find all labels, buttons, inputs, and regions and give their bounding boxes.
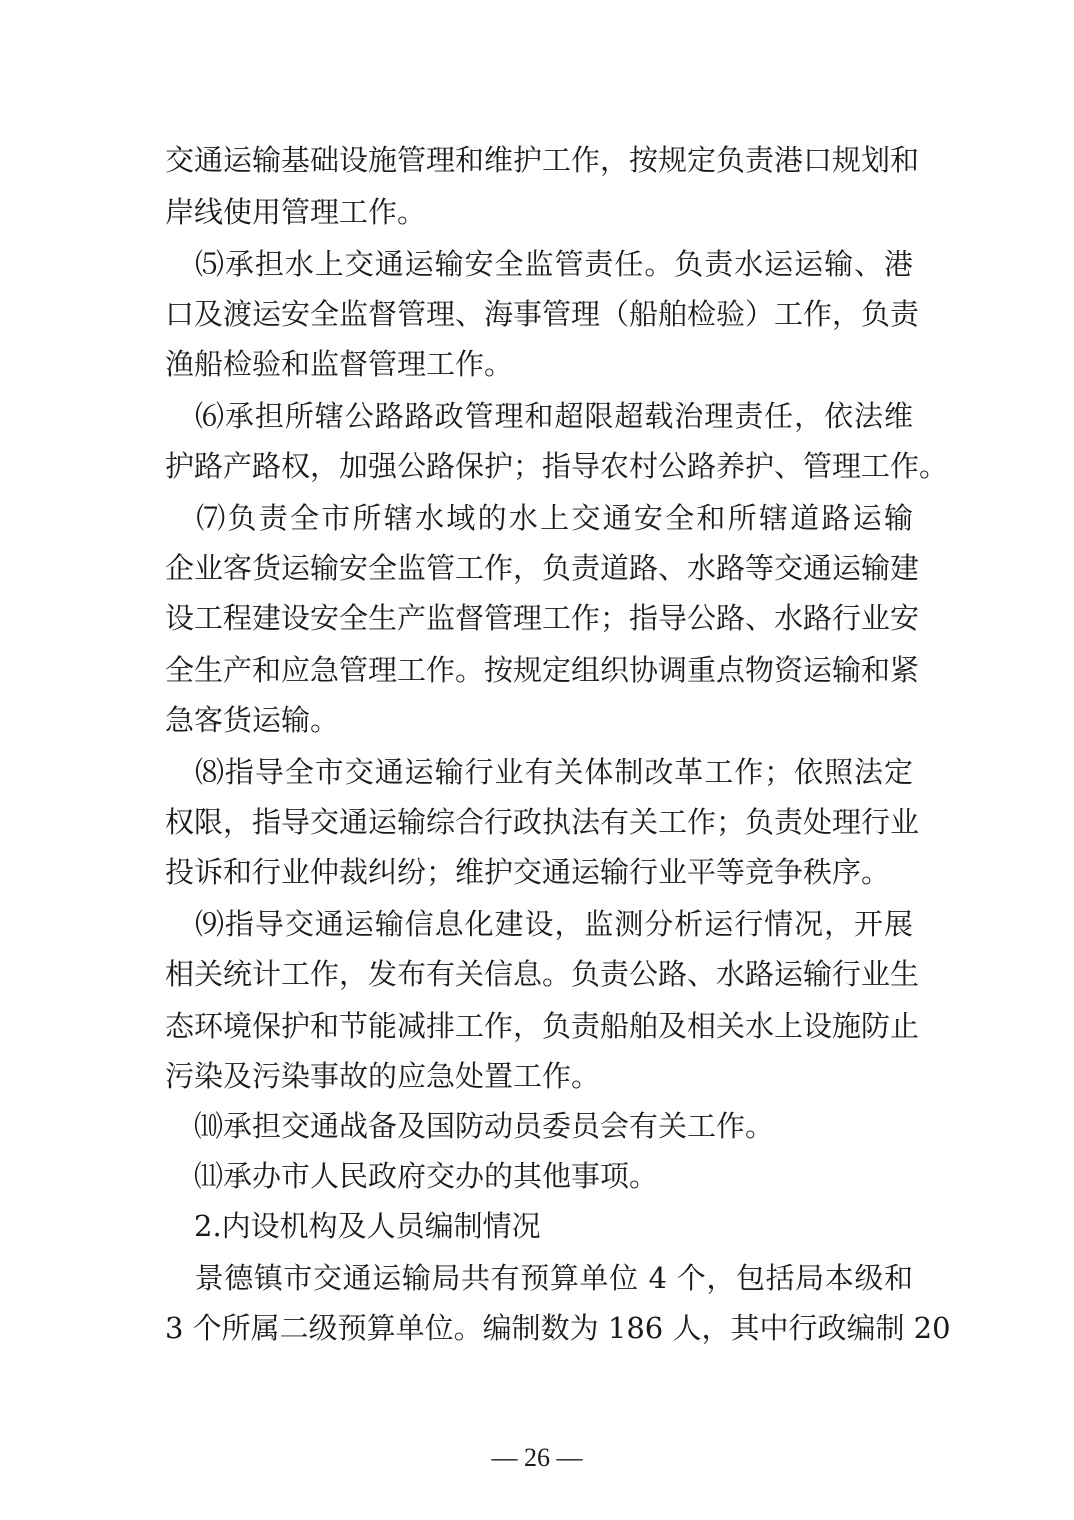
- text-line: 交通运输基础设施管理和维护工作，按规定负责港口规划和: [165, 143, 920, 177]
- text-line: 设工程建设安全生产监督管理工作；指导公路、水路行业安: [165, 601, 920, 635]
- text-line: 渔船检验和监督管理工作。: [165, 347, 514, 381]
- text-line: ⑻指导全市交通运输行业有关体制改革工作；依照法定: [165, 755, 913, 789]
- text-line: 权限，指导交通运输综合行政执法有关工作；负责处理行业: [165, 805, 920, 839]
- text-line: 企业客货运输安全监管工作，负责道路、水路等交通运输建: [165, 551, 920, 585]
- section-heading: 2.内设机构及人员编制情况: [165, 1209, 541, 1243]
- text-line: 口及渡运安全监督管理、海事管理（船舶检验）工作，负责: [165, 297, 920, 331]
- text-line: ⑹承担所辖公路路政管理和超限超载治理责任，依法维: [165, 399, 913, 433]
- text-line: ⑺负责全市所辖水域的水上交通安全和所辖道路运输: [165, 501, 913, 535]
- text-line: 污染及污染事故的应急处置工作。: [165, 1059, 601, 1093]
- text-line: 急客货运输。: [165, 703, 340, 737]
- text-line: 相关统计工作，发布有关信息。负责公路、水路运输行业生: [165, 957, 920, 991]
- text-line: 3 个所属二级预算单位。编制数为 186 人，其中行政编制 20: [165, 1311, 951, 1345]
- page-number: — 26 —: [491, 1443, 583, 1472]
- text-line: 态环境保护和节能减排工作，负责船舶及相关水上设施防止: [165, 1009, 920, 1043]
- text-line: ⑼指导交通运输信息化建设，监测分析运行情况，开展: [165, 907, 913, 941]
- text-line: 岸线使用管理工作。: [165, 195, 427, 229]
- text-line: 全生产和应急管理工作。按规定组织协调重点物资运输和紧: [165, 653, 920, 687]
- text-line: 护路产路权，加强公路保护；指导农村公路养护、管理工作。: [165, 449, 949, 483]
- text-line: ⑾承办市人民政府交办的其他事项。: [165, 1159, 659, 1193]
- text-line: ⑸承担水上交通运输安全监管责任。负责水运运输、港: [165, 247, 913, 281]
- text-line: 投诉和行业仲裁纠纷；维护交通运输行业平等竞争秩序。: [165, 855, 891, 889]
- text-line: ⑽承担交通战备及国防动员委员会有关工作。: [165, 1109, 775, 1143]
- text-line: 景德镇市交通运输局共有预算单位 4 个，包括局本级和: [165, 1261, 913, 1295]
